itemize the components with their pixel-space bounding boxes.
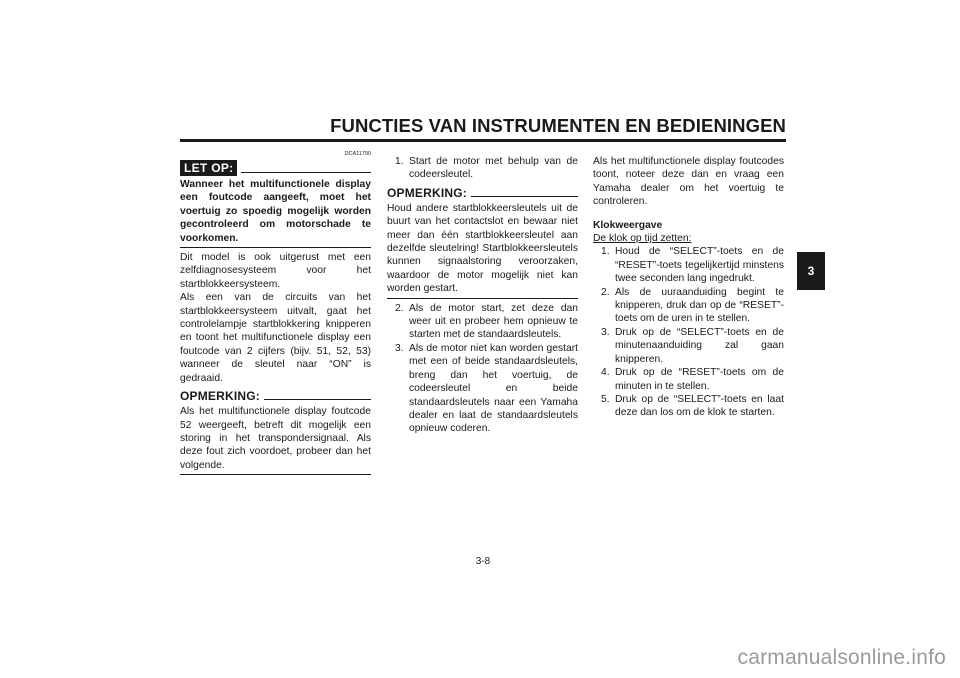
list-item — [593, 393, 784, 420]
caution-end-rule — [180, 247, 371, 248]
note-text: Als het multifunctionele display foutcode 52 weergeeft, betreft dit mogelijk een storing in het transpondersignaal. Als deze fout zich voordoet, probeer dan het volgende. — [180, 406, 371, 471]
list-item — [593, 286, 784, 326]
note-text: Houd andere startblokkeersleutels uit de buurt van het contactslot en bewaar niet meer dan één startblokkeersleutel aan dezelfde sleutelring! Startblokkeersleutels kunnen signaalstoring veroorzaken, waardoor de motor mogelijk niet kan worden gestart. — [387, 202, 578, 295]
step-text: Druk op de “SELECT”-toets en laat deze dan los om de klok te starten. — [615, 393, 784, 419]
caution-heading — [180, 160, 371, 176]
step-text: Als de motor niet kan worden gestart met een of beide standaardsleutels, breng dan het voertuig, de codeersleutel en beide standaardsleutels naar een Yamaha dealer en laat de standaardsleutels opnieuw coderen. — [409, 342, 578, 435]
step-text: Druk op de “RESET”-toets om de minuten in te stellen. — [615, 367, 784, 392]
step-number: 3. — [601, 326, 610, 338]
list-item — [593, 326, 784, 366]
list-item — [387, 155, 578, 182]
paragraph: Als een van de circuits van het startblokkeersysteem uitvalt, gaat het controlelampje startblokkering knipperen en toont het multifunctionele display een foutcode van 2 cijfers (bijv. 51, 52, 53) wanneer de sleutel naar “ON” is gedraaid. — [180, 292, 371, 384]
step-text: Druk op de “SELECT”-toets en de minutenaanduiding zal gaan knipperen. — [615, 326, 784, 365]
middle-column — [387, 155, 578, 436]
document-code: DCA11790 — [344, 151, 371, 157]
step-text: Houd de “SELECT”-toets en de “RESET”-toets tegelijkertijd minstens twee seconden lang ingedrukt. — [615, 246, 784, 285]
note-heading — [180, 389, 371, 404]
step-number: 1. — [601, 246, 610, 258]
list-item — [387, 302, 578, 342]
caution-text: Wanneer het multifunctionele display een foutcode aangeeft, moet het voertuig zo spoedig mogelijk worden gecontroleerd om motorschade te voorkomen. — [180, 179, 371, 244]
paragraph: Dit model is ook uitgerust met een zelfdiagnosesysteem voor het startblokkeersysteem. — [180, 252, 371, 290]
list-item — [593, 366, 784, 393]
list-item — [387, 342, 578, 436]
step-text: Als de motor start, zet deze dan weer uit en probeer hem opnieuw te starten met de standaardsleutels. — [409, 302, 578, 341]
step-number: 5. — [601, 393, 610, 405]
paragraph: Als het multifunctionele display foutcodes toont, noteer deze dan en vraag een Yamaha dealer om het voertuig te controleren. — [593, 156, 784, 208]
step-text: Als de uuraanduiding begint te knipperen, druk dan op de “RESET”-toets om de uren in te stellen. — [615, 286, 784, 325]
step-number: 2. — [601, 286, 610, 298]
note-rule — [264, 399, 371, 400]
chapter-tab: 3 — [797, 252, 825, 290]
section-heading: Klokweergave — [593, 219, 663, 231]
note-label: OPMERKING: — [180, 389, 260, 404]
step-text: Start de motor met behulp van de codeersleutel. — [409, 156, 578, 181]
right-column — [593, 155, 784, 420]
step-number: 2. — [395, 302, 404, 314]
heading-rule — [241, 172, 371, 173]
step-number: 3. — [395, 342, 404, 354]
watermark: carmanualsonline.info — [737, 646, 946, 669]
step-number: 4. — [601, 367, 610, 379]
procedure-label: De klok op tijd zetten: — [593, 233, 692, 245]
left-column — [180, 150, 371, 478]
page-title: FUNCTIES VAN INSTRUMENTEN EN BEDIENINGEN — [330, 115, 786, 136]
note-label: OPMERKING: — [387, 185, 467, 200]
note-rule — [471, 196, 578, 197]
note-end-rule — [387, 298, 578, 299]
title-rule — [180, 139, 786, 142]
step-number: 1. — [395, 156, 404, 167]
note-end-rule — [180, 474, 371, 475]
note-heading — [387, 186, 578, 201]
caution-badge: LET OP: — [180, 160, 237, 176]
list-item — [593, 245, 784, 285]
page-number: 3-8 — [475, 556, 491, 567]
